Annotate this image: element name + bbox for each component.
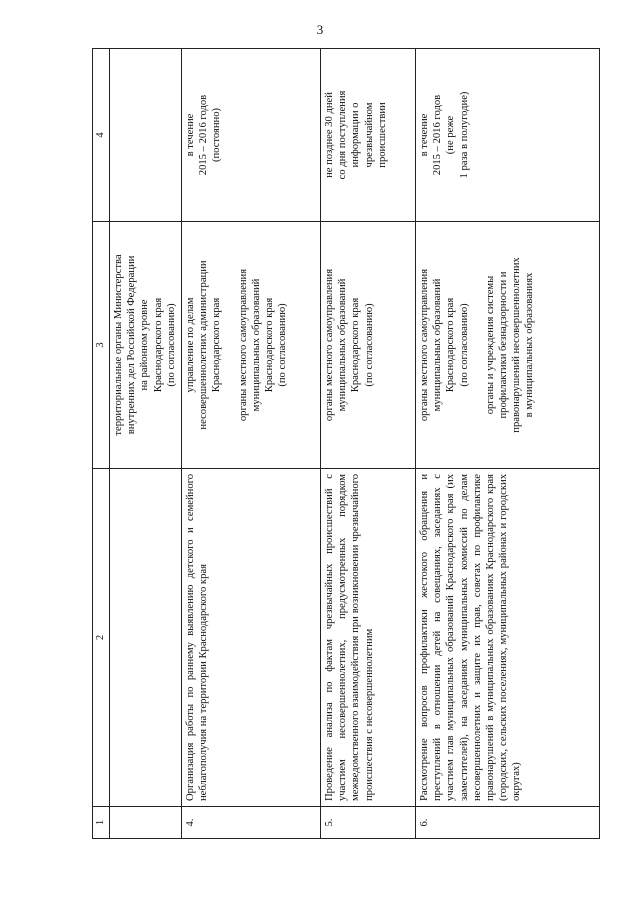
executor-line: муниципальных образований	[337, 278, 349, 412]
deadline-line: (не реже	[445, 115, 457, 155]
executor-line: Краснодарского края	[350, 297, 362, 393]
deadline-line: 2015 – 2016 годов	[198, 94, 210, 176]
row-executor-cell	[110, 222, 182, 469]
executor-line: внутренних дел Российской Федерации	[126, 255, 138, 435]
deadline-line: со дня поступления	[337, 90, 349, 180]
executor-line: Краснодарского края	[445, 297, 457, 393]
executor-line: профилактики безнадзорности и	[498, 271, 510, 419]
row-number: 4.	[182, 807, 321, 839]
deadline-line: происшествии	[376, 102, 388, 168]
row-number: 6.	[416, 807, 600, 839]
table-row-4	[182, 49, 321, 839]
table-header-row	[93, 49, 110, 839]
executor-line: муниципальных образований	[250, 278, 262, 412]
executor-line: Краснодарского края	[211, 297, 223, 393]
deadline-line: в течение	[185, 113, 196, 157]
executor-line: на районном уровне	[139, 299, 151, 391]
executor-line: органы местного самоуправления	[237, 268, 249, 422]
row-number-cell	[110, 807, 182, 839]
executor-line: (по согласованию)	[277, 303, 289, 387]
row-executor-cell	[182, 222, 321, 469]
row-executor-cell	[321, 222, 416, 469]
deadline-line: не позднее 30 дней	[324, 92, 335, 178]
header-col-4: 4	[93, 49, 110, 222]
table-row-5	[321, 49, 416, 839]
page-number: 3	[316, 22, 324, 37]
header-col-1: 1	[93, 807, 110, 839]
row-number: 5.	[321, 807, 416, 839]
executor-line: (по согласованию)	[458, 303, 470, 387]
deadline-line: информации о	[350, 102, 362, 168]
table-row-6	[416, 49, 600, 839]
deadline-line: в течение	[419, 113, 430, 157]
row-deadline-cell	[321, 49, 416, 222]
deadline-line: (постоянно)	[211, 107, 223, 163]
executor-line: управление по делам	[185, 297, 196, 393]
row-deadline-cell	[182, 49, 321, 222]
executor-line: Краснодарского края	[152, 297, 164, 393]
deadline-line: 1 раза в полугодие)	[458, 91, 470, 179]
deadline-line: чрезвычайном	[363, 102, 375, 168]
row-action: Рассмотрение вопросов профилактики жестокого обращения и преступлений в отношении детей на совещаниях, заседаниях с участием глав муниципальных образований Краснодарского края (их заместителей), на заседаниях муниципальных комиссий по делам несовершеннолетних и защите их прав, советах по профилактике правонарушений в муниципальных образованиях Краснодарского края (городских, сельских поселениях, муниципальных районах и городских округах)	[416, 469, 600, 807]
executor-line: несовершеннолетних администрации	[198, 260, 210, 430]
executor-line: (по согласованию)	[165, 303, 177, 387]
row-action: Проведение анализа по фактам чрезвычайных происшествий с участием несовершеннолетних, предусмотренных порядком межведомственного взаимодействия при возникновении чрезвычайного происшествия с несовершеннолетним	[321, 469, 416, 807]
table-row-continuation	[110, 49, 182, 839]
executor-line: Краснодарского края	[264, 297, 276, 393]
executor-line: территориальные органы Министерства	[113, 254, 124, 436]
executor-line: (по согласованию)	[363, 303, 375, 387]
executor-line: правонарушений несовершеннолетних	[511, 257, 523, 433]
header-col-3: 3	[93, 222, 110, 469]
executor-line: муниципальных образований	[432, 278, 444, 412]
row-action-cell	[110, 469, 182, 807]
deadline-line: 2015 – 2016 годов	[432, 94, 444, 176]
row-deadline-cell	[416, 49, 600, 222]
row-deadline-cell	[110, 49, 182, 222]
executor-line: органы и учреждения системы	[484, 275, 496, 415]
row-action: Организация работы по раннему выявлению детского и семейного неблагополучия на территории Краснодарского края	[182, 469, 321, 807]
executor-line: органы местного самоуправления	[419, 268, 430, 422]
header-col-2: 2	[93, 469, 110, 807]
measures-table	[92, 48, 600, 839]
executor-line: в муниципальных образованиях	[524, 272, 536, 418]
row-executor-cell	[416, 222, 600, 469]
executor-line: органы местного самоуправления	[324, 268, 335, 422]
rotated-table	[92, 49, 600, 839]
measures-table-container	[92, 49, 600, 839]
